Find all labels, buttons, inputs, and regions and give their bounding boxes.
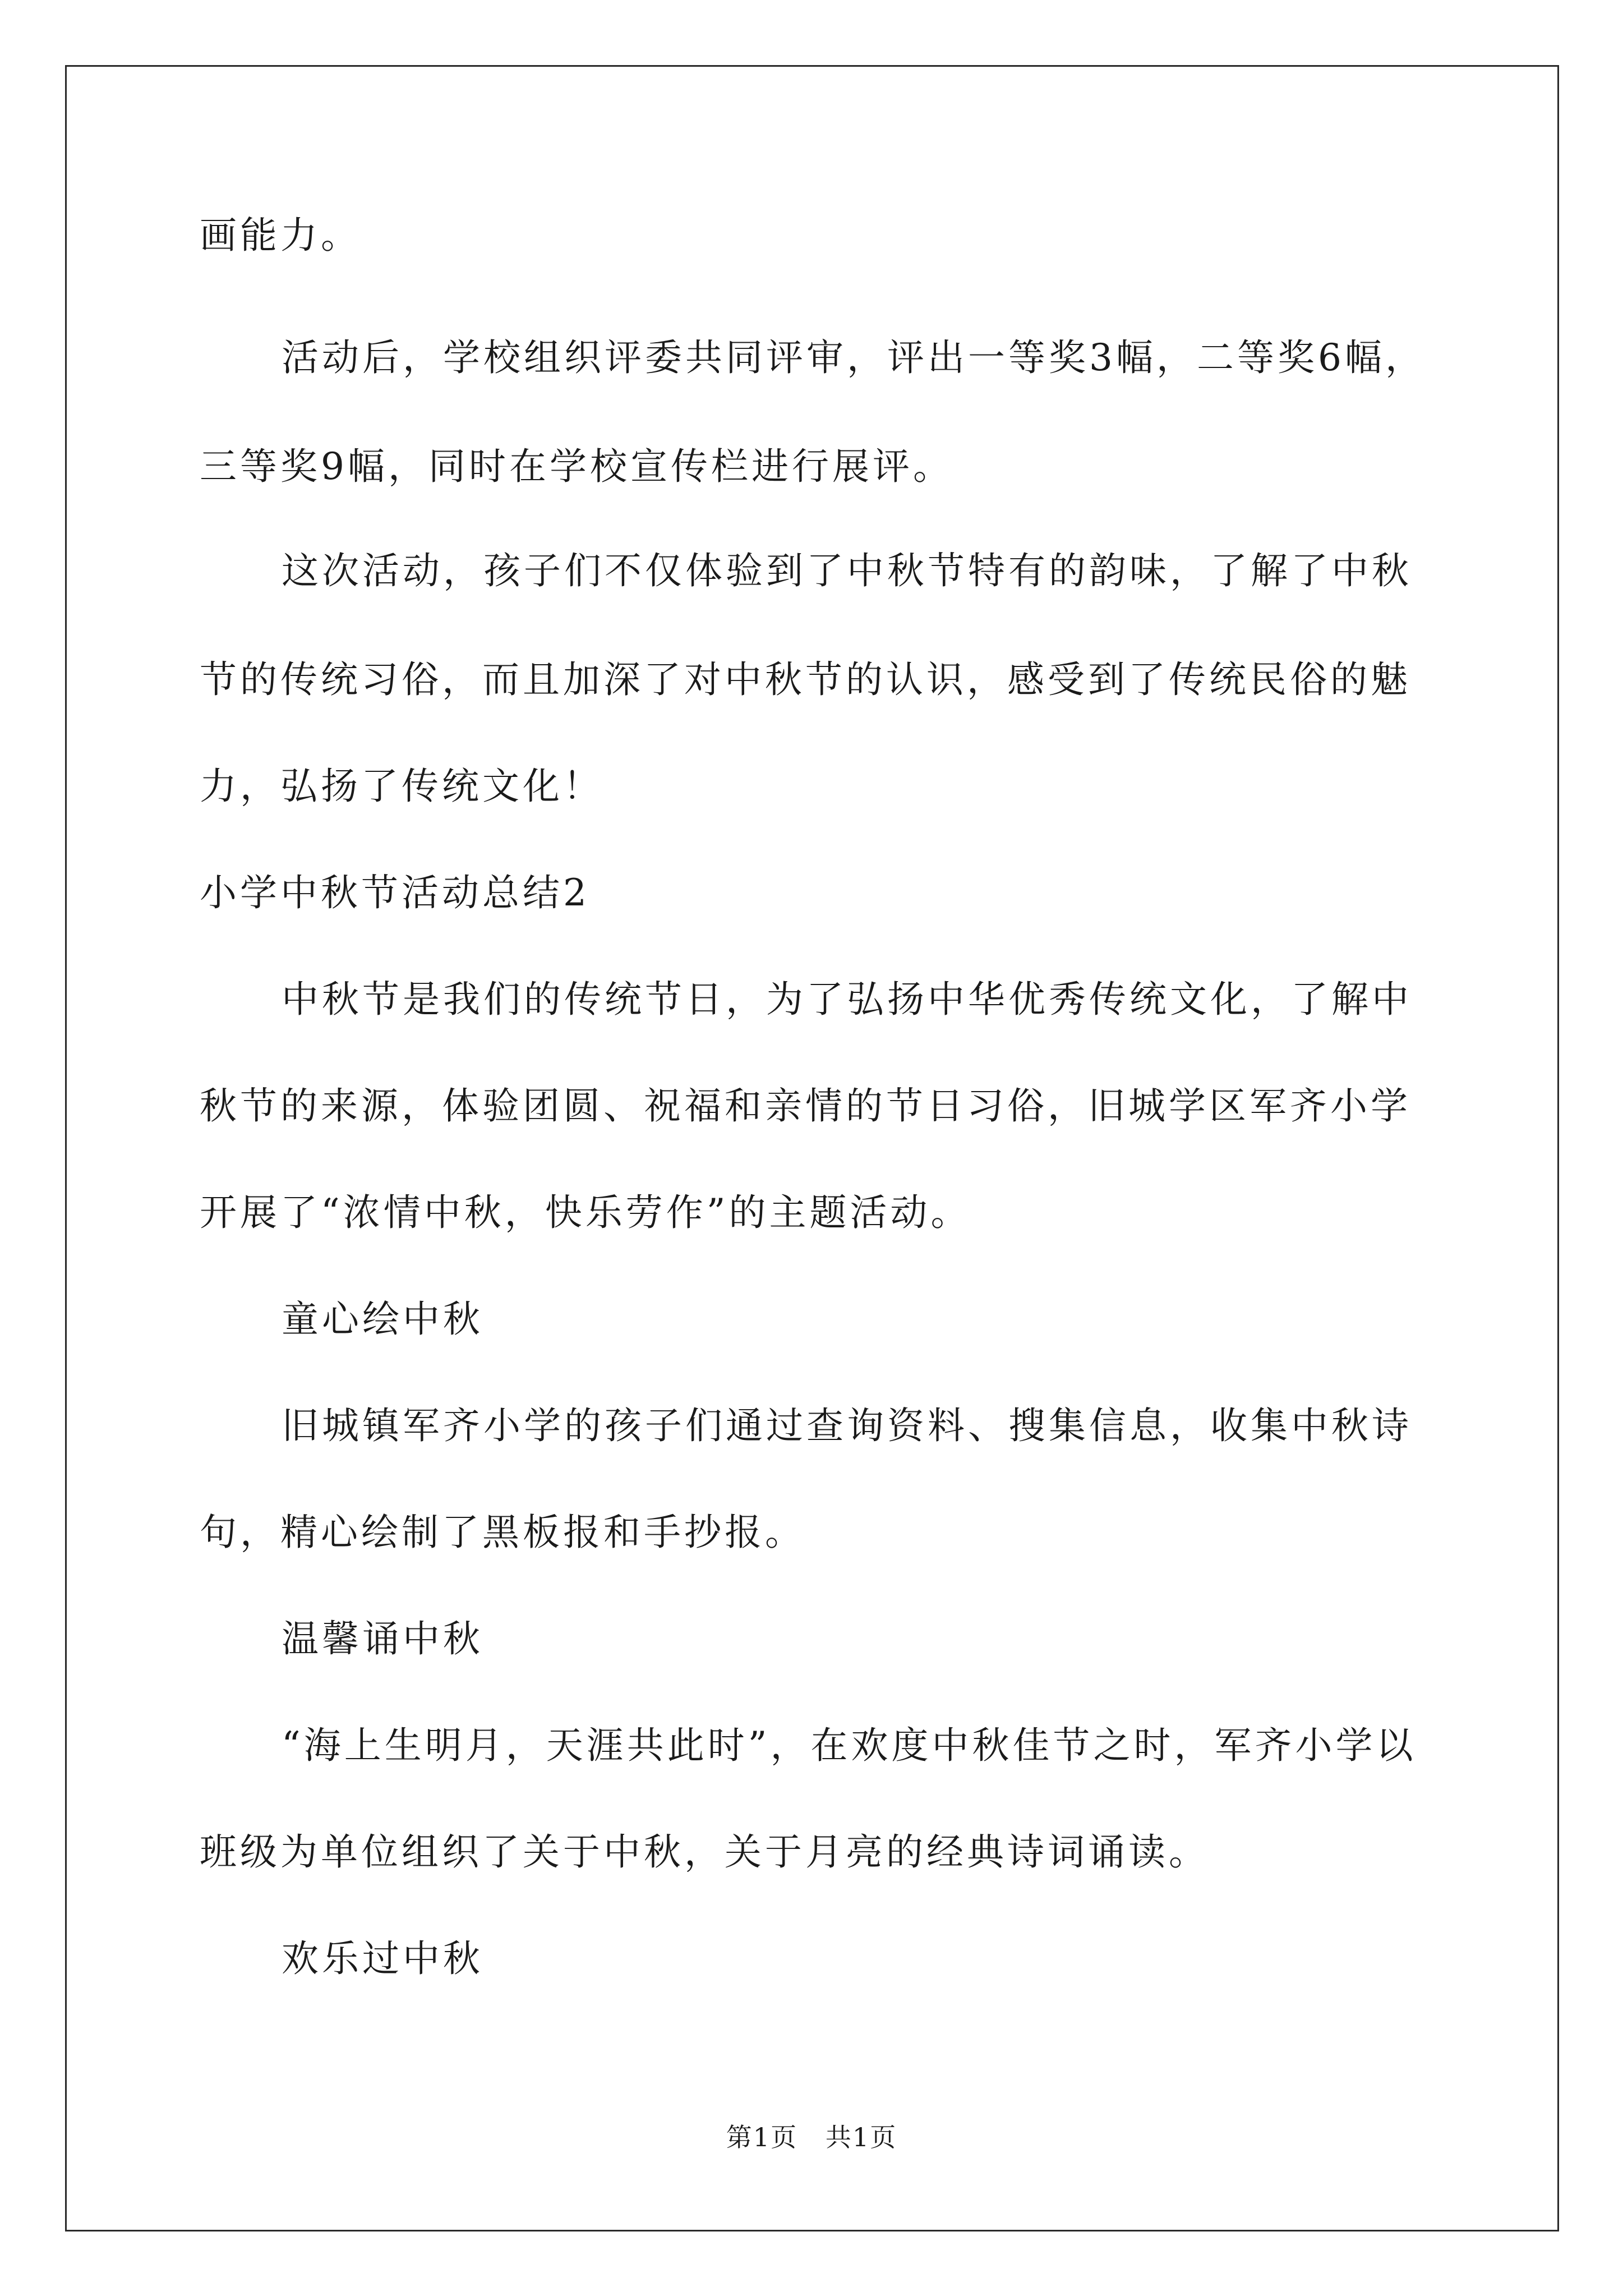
- text-line: 三等奖9幅，同时在学校宣传栏进行展评。: [200, 445, 953, 488]
- page-border: [65, 65, 1559, 2231]
- text-line: 画能力。: [200, 214, 361, 257]
- text-line: 这次活动，孩子们不仅体验到了中秋节特有的韵味，了解了中秋: [282, 549, 1412, 592]
- text-line: 旧城镇军齐小学的孩子们通过查询资料、搜集信息，收集中秋诗: [282, 1404, 1412, 1447]
- text-line: 秋节的来源，体验团圆、祝福和亲情的节日习俗，旧城学区军齐小学: [200, 1084, 1411, 1128]
- subheading: 童心绘中秋: [282, 1297, 483, 1341]
- section-heading: 小学中秋节活动总结2: [200, 871, 590, 914]
- subheading: 欢乐过中秋: [282, 1937, 483, 1980]
- text-line: 力，弘扬了传统文化！: [200, 765, 603, 808]
- text-line: 节的传统习俗，而且加深了对中秋节的认识，感受到了传统民俗的魅: [200, 658, 1411, 701]
- subheading: 温馨诵中秋: [282, 1617, 483, 1660]
- text-line: 活动后，学校组织评委共同评审，评出一等奖3幅，二等奖6幅，: [282, 336, 1426, 379]
- text-line: 开展了“浓情中秋，快乐劳作”的主题活动。: [200, 1191, 971, 1234]
- page-footer: 第1页 共1页: [726, 2122, 897, 2152]
- text-line: 句，精心绘制了黑板报和手抄报。: [200, 1511, 805, 1554]
- text-line: 中秋节是我们的传统节日，为了弘扬中华优秀传统文化，了解中: [282, 978, 1412, 1021]
- text-line: “海上生明月，天涯共此时”，在欢度中秋佳节之时，军齐小学以: [282, 1724, 1417, 1767]
- text-line: 班级为单位组织了关于中秋，关于月亮的经典诗词诵读。: [200, 1830, 1209, 1874]
